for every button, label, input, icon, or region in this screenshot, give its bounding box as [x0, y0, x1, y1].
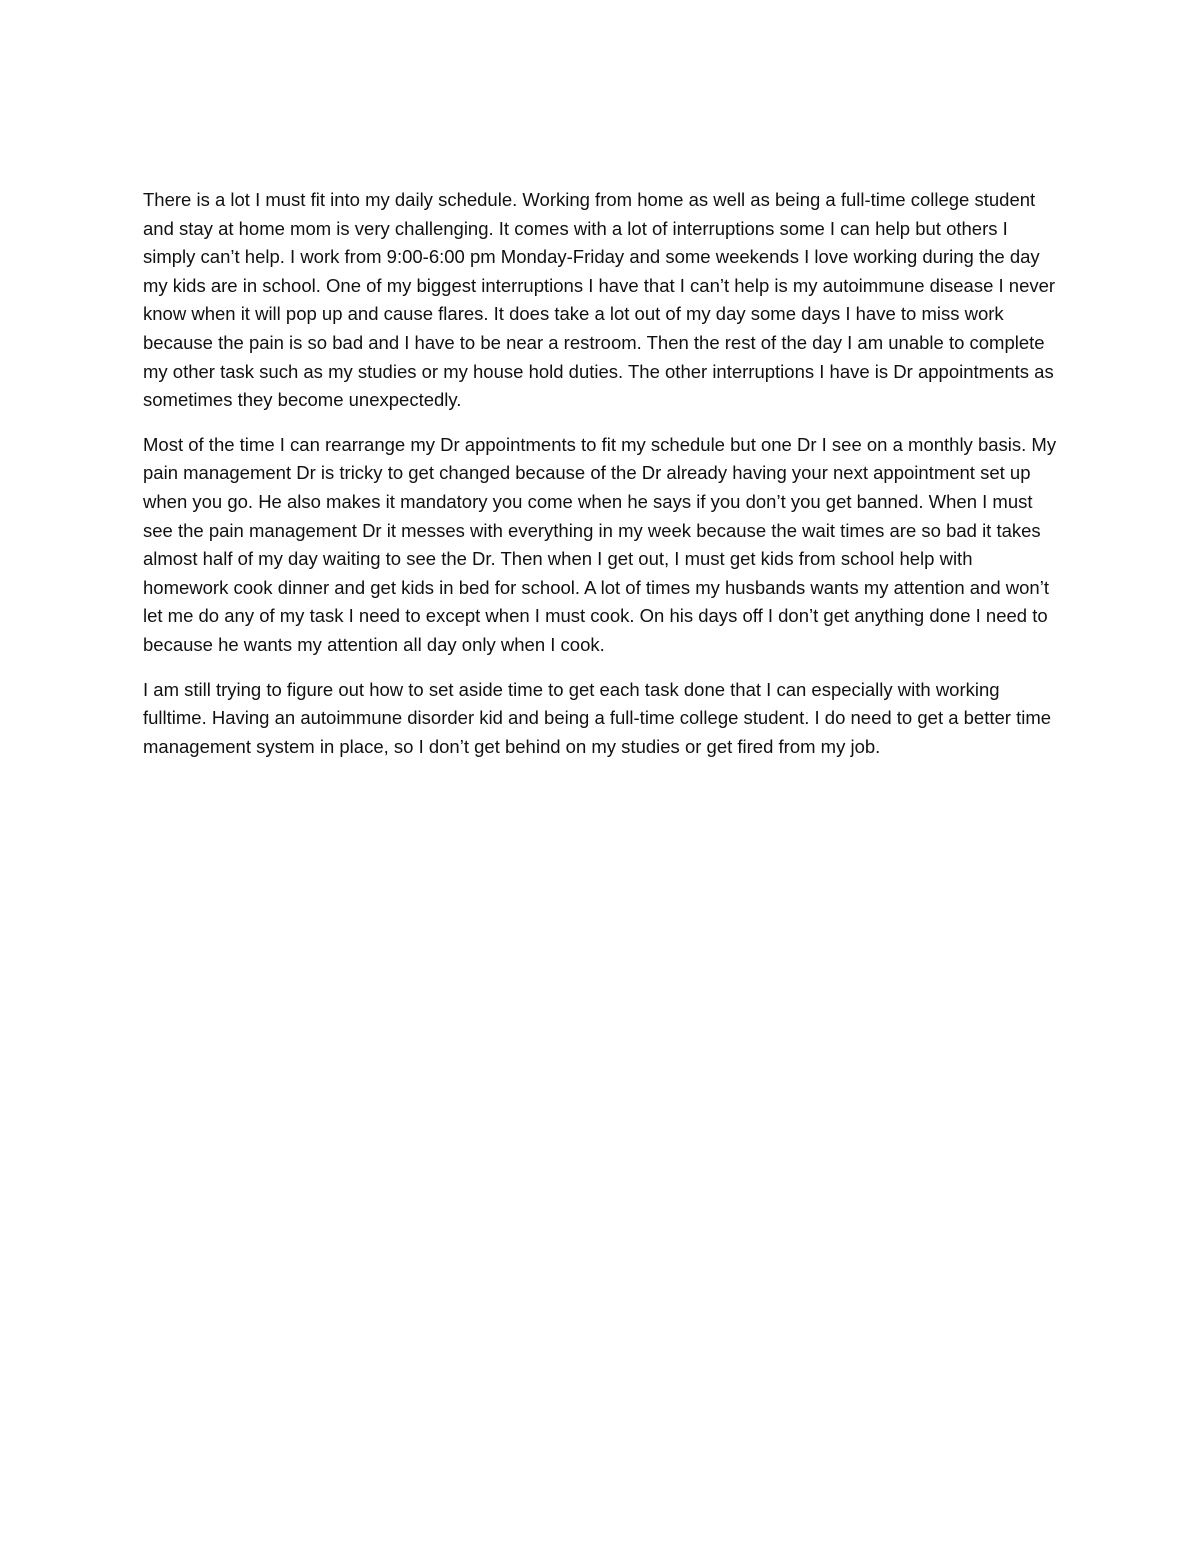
paragraph-2: Most of the time I can rearrange my Dr appointments to fit my schedule but one Dr I see on a monthly basis. My pain management Dr is tricky to get changed because of the Dr already having your next appointment set up when you go. He also makes it mandatory you come when he says if you don’t you get banned. When I must see the pain management Dr it messes with everything in my week because the wait times are so bad it takes almost half of my day waiting to see the Dr. Then when I get out, I must get kids from school help with homework cook dinner and get kids in bed for school. A lot of times my husbands wants my attention and won’t let me do any of my task I need to except when I must cook. On his days off I don’t get anything done I need to because he wants my attention all day only when I cook. [143, 433, 1057, 655]
paragraph-3: I am still trying to figure out how to set aside time to get each task done that I can especially with working fulltime. Having an autoimmune disorder kid and being a full-time college student. I do need to get a better time management system in place, so I don’t get behind on my studies or get fired from my job. [143, 678, 1052, 757]
paragraph-1: There is a lot I must fit into my daily schedule. Working from home as well as being a full-time college student and stay at home mom is very challenging. It comes with a lot of interruptions some I can help but others I simply can’t help. I work from 9:00-6:00 pm Monday-Friday and some weekends I love working during the day my kids are in school. One of my biggest interruptions I have that I can’t help is my autoimmune disease I never know when it will pop up and cause flares. It does take a lot out of my day some days I have to miss work because the pain is so bad and I have to be near a restroom. Then the rest of the day I am unable to complete my other task such as my studies or my house hold duties. The other interruptions I have is Dr appointments as sometimes they become unexpectedly. [143, 189, 1056, 411]
document-body [143, 186, 1061, 777]
